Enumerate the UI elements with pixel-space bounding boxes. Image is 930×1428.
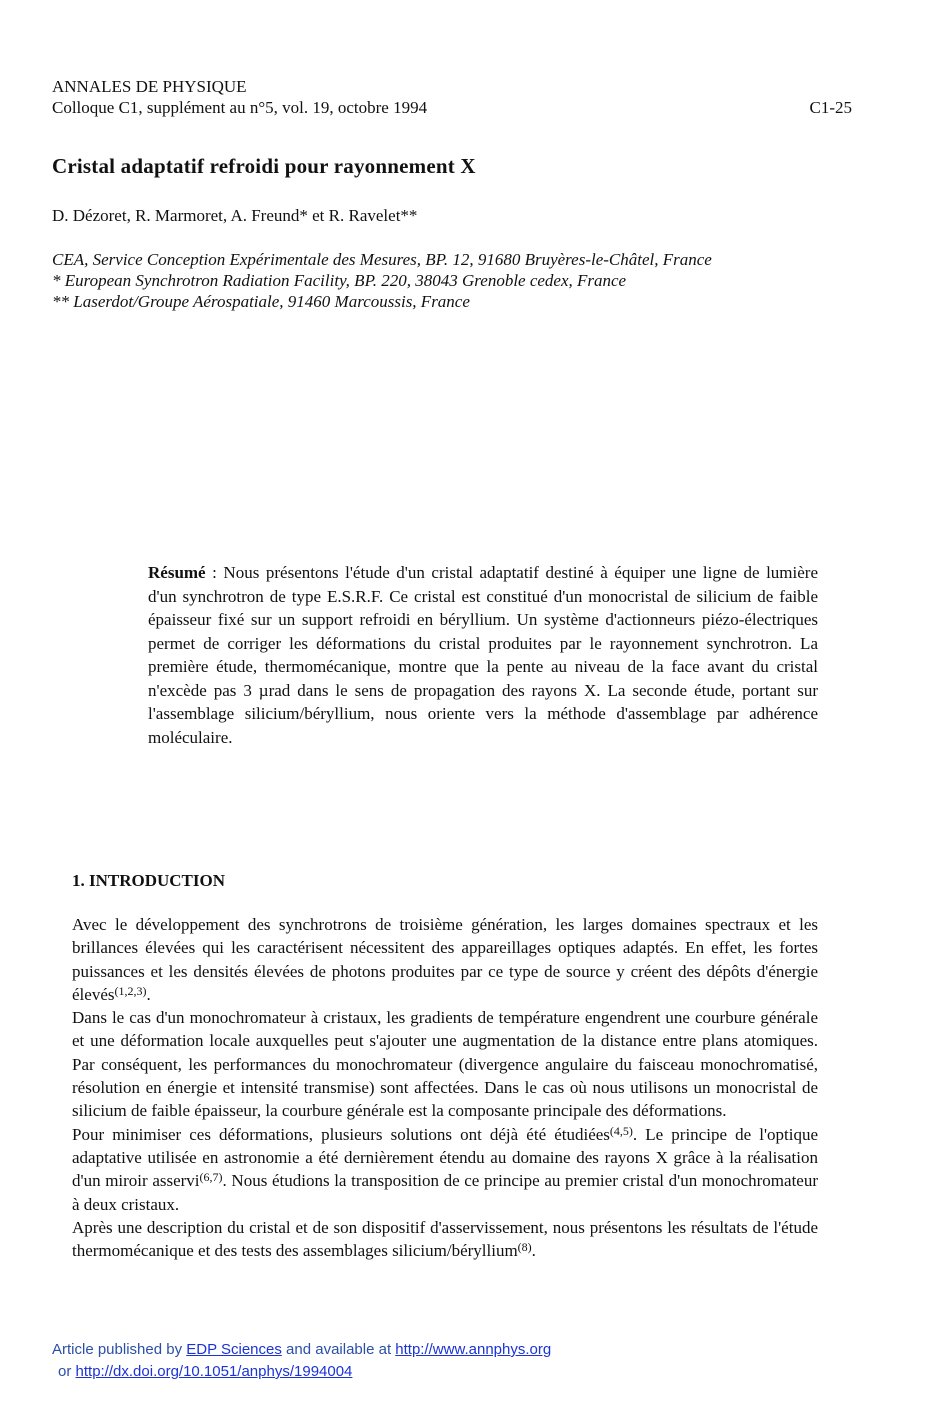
doi-link[interactable]: http://dx.doi.org/10.1051/anphys/1994004 (75, 1363, 353, 1380)
section-heading-introduction: 1. INTRODUCTION (72, 871, 226, 890)
intro-p4-end: . (531, 1241, 536, 1261)
abstract (148, 561, 818, 749)
footer-line-2 (52, 1361, 551, 1383)
citation-ref: (6,7) (199, 1170, 223, 1185)
affiliation-laserdot: ** Laserdot/Groupe Aérospatiale, 91460 Marcoussis, France (52, 292, 470, 311)
edp-sciences-link[interactable]: EDP Sciences (186, 1341, 282, 1358)
intro-paragraph-3 (72, 1123, 818, 1216)
issue-row (52, 97, 852, 118)
page-number: C1-25 (809, 98, 852, 117)
abstract-text: : Nous présentons l'étude d'un cristal adaptatif destiné à équiper une ligne de lumière d'un synchrotron de type E.S.R.F. Ce cristal est constitué d'un monocristal de silicium de faible épaisseur fixé sur un support refroidi en béryllium. Un système d'actionneurs piézo-électriques permet de corriger les déformations du cristal produites par le rayonnement synchrotron. La première étude, thermomécanique, montre que la pente au niveau de la face avant du cristal n'excède pas 3 µrad dans le sens de propagation des rayons X. La seconde étude, portant sur l'assemblage silicium/béryllium, nous oriente vers la méthode d'assemblage par adhérence moléculaire. (148, 563, 818, 747)
footer-or: or (58, 1363, 76, 1380)
journal-header (52, 76, 852, 118)
publisher-footer (52, 1339, 551, 1383)
annphys-site-link[interactable]: http://www.annphys.org (395, 1341, 552, 1358)
introduction-body (72, 913, 818, 1262)
affiliation-esrf: * European Synchrotron Radiation Facility, BP. 220, 38043 Grenoble cedex, France (52, 271, 627, 290)
affiliation-cea: CEA, Service Conception Expérimentale des Mesures, BP. 12, 91680 Bruyères-le-Châtel, France (52, 250, 712, 269)
intro-p4-text: Après une description du cristal et de son dispositif d'asservissement, nous présentons les résultats de l'étude thermomécanique et des tests des assemblages silicium/béryllium (72, 1217, 818, 1261)
intro-paragraph-2: Dans le cas d'un monochromateur à cristaux, les gradients de température engendrent une courbure générale et une déformation locale auxquelles peut s'ajouter une augmentation de la distance entre plans atomiques. Par conséquent, les performances du monochromateur (divergence angulaire du faisceau monochromatisé, résolution en énergie et intensité transmise) sont affectées. Dans le cas où nous utilisons un monocristal de silicium de faible épaisseur, la courbure générale est la composante principale des déformations. (72, 1008, 818, 1121)
footer-middle: and available at (281, 1341, 396, 1358)
intro-p1-end: . (146, 984, 151, 1004)
paper-title: Cristal adaptatif refroidi pour rayonnement X (52, 154, 476, 178)
journal-name: ANNALES DE PHYSIQUE (52, 77, 247, 96)
footer-line-1 (52, 1339, 551, 1361)
citation-ref: (4,5) (609, 1123, 633, 1138)
citation-ref: (8) (517, 1240, 532, 1255)
abstract-label: Résumé (148, 563, 206, 582)
intro-p3-c: . Nous étudions la transposition de ce principe au premier cristal d'un monochromateur à deux cristaux. (72, 1171, 818, 1214)
author-list: D. Dézoret, R. Marmoret, A. Freund* et R. Ravelet** (52, 206, 418, 225)
intro-p3-b: . Le principe de l'optique adaptative utilisée en astronomie a été dernièrement étendu au domaine des rayons X grâce à la réalisation d'un miroir asservi (72, 1124, 819, 1191)
intro-p1-text: Avec le développement des synchrotrons de troisième génération, les larges domaines spectraux et les brillances élevées qui les caractérisent nécessitent des appareillages optiques adaptés. En effet, les fortes puissances et les densités élevées de photons produites par ce type de source y créent des dépôts d'énergie élevés (72, 915, 818, 1004)
intro-paragraph-1 (72, 913, 818, 1006)
footer-prefix: Article published by (52, 1341, 187, 1358)
citation-ref: (1,2,3) (114, 983, 147, 998)
intro-paragraph-4 (72, 1216, 818, 1263)
issue-info: Colloque C1, supplément au n°5, vol. 19, octobre 1994 (52, 98, 428, 117)
affiliation-list (52, 249, 832, 312)
intro-p3-a: Pour minimiser ces déformations, plusieurs solutions ont déjà été étudiées (72, 1124, 610, 1144)
